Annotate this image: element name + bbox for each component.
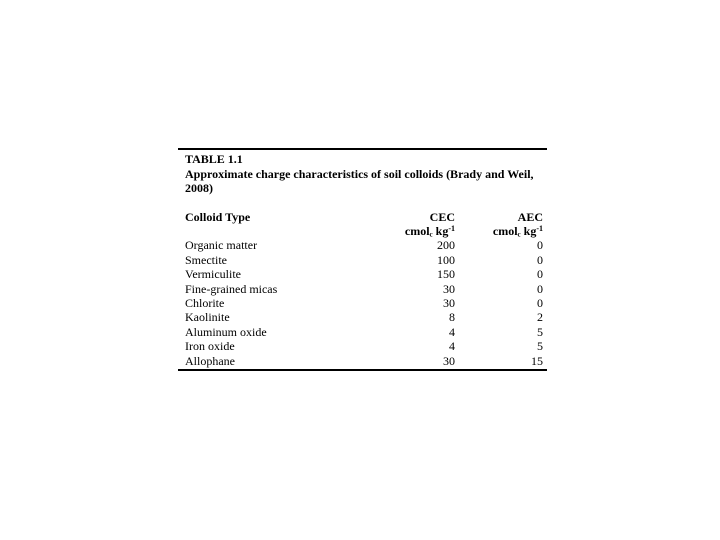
soil-colloid-table <box>178 148 547 371</box>
aec-cell: 0 <box>537 295 543 310</box>
cec-cell: 8 <box>449 310 455 325</box>
table-row <box>178 310 547 324</box>
aec-unit-sub: c <box>517 230 521 239</box>
table-row <box>178 339 547 353</box>
cec-cell: 200 <box>437 238 455 253</box>
table-row <box>178 238 547 252</box>
caption-spacer <box>178 196 547 210</box>
data-table <box>178 210 547 368</box>
table-row <box>178 253 547 267</box>
cec-cell: 100 <box>437 252 455 267</box>
aec-cell: 15 <box>531 353 543 368</box>
header-cec: CEC <box>429 209 455 224</box>
cec-cell: 30 <box>443 281 455 296</box>
header-aec-unit <box>455 224 547 238</box>
units-blank <box>178 224 385 238</box>
aec-unit-sup: -1 <box>536 223 543 233</box>
cec-cell: 4 <box>449 324 455 339</box>
aec-cell: 5 <box>537 324 543 339</box>
aec-cell: 5 <box>537 339 543 354</box>
colloid-type-cell: Organic matter <box>185 238 258 253</box>
cec-unit-base: cmol <box>404 223 430 238</box>
header-aec: AEC <box>517 209 543 224</box>
colloid-type-cell: Aluminum oxide <box>185 324 267 339</box>
header-row <box>178 210 547 224</box>
table-title: Approximate charge characteristics of soil colloids (Brady and Weil, 2008) <box>185 166 534 195</box>
aec-cell: 2 <box>537 310 543 325</box>
header-cec-unit <box>385 224 455 238</box>
colloid-type-cell: Iron oxide <box>185 339 235 354</box>
cec-unit-kg: kg <box>432 223 449 238</box>
table-label: TABLE 1.1 <box>185 152 243 166</box>
table-row <box>178 325 547 339</box>
cec-unit-sub: c <box>429 230 433 239</box>
table-row <box>178 354 547 368</box>
header-colloid-type: Colloid Type <box>185 209 251 224</box>
table-caption <box>178 152 547 196</box>
table-row <box>178 296 547 310</box>
top-rule <box>178 148 547 150</box>
table-row <box>178 267 547 281</box>
colloid-type-cell: Smectite <box>185 252 227 267</box>
colloid-type-cell: Kaolinite <box>185 310 230 325</box>
cec-cell: 150 <box>437 267 455 282</box>
cec-cell: 4 <box>449 339 455 354</box>
colloid-type-cell: Chlorite <box>185 295 225 310</box>
colloid-type-cell: Allophane <box>185 353 235 368</box>
aec-cell: 0 <box>537 252 543 267</box>
cec-cell: 30 <box>443 353 455 368</box>
colloid-type-cell: Fine-grained micas <box>185 281 278 296</box>
cec-unit-sup: -1 <box>448 223 455 233</box>
aec-unit-kg: kg <box>520 223 537 238</box>
cec-cell: 30 <box>443 295 455 310</box>
aec-cell: 0 <box>537 267 543 282</box>
aec-unit-base: cmol <box>492 223 518 238</box>
table-row <box>178 282 547 296</box>
bottom-rule <box>178 369 547 371</box>
units-row <box>178 224 547 238</box>
aec-cell: 0 <box>537 238 543 253</box>
colloid-type-cell: Vermiculite <box>185 267 241 282</box>
aec-cell: 0 <box>537 281 543 296</box>
